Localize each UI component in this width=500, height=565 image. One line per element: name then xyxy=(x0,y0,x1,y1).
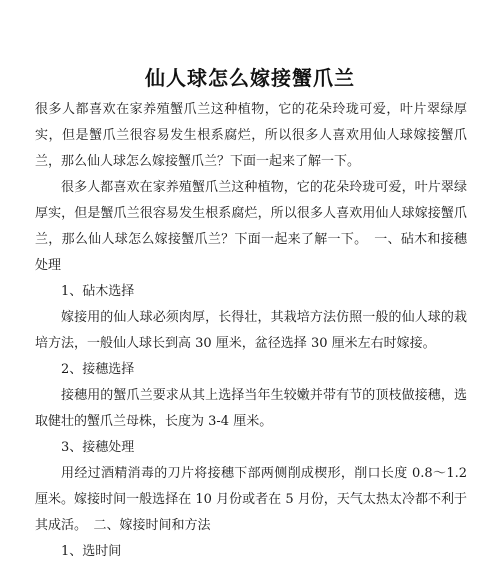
heading-choose-time: 1、选时间 xyxy=(61,544,122,559)
paragraph-scion-selection: 接穗用的蟹爪兰要求从其上选择当年生较嫩并带有节的顶枝做接穗，选取健壮的蟹爪兰母株，长度为 3-4 厘米。 xyxy=(35,388,467,429)
document-body xyxy=(35,97,467,565)
paragraph-scion-treatment: 用经过酒精消毒的刀片将接穗下部两侧削成楔形，削口长度 0.8～1.2 厘米。嫁接时间一般选择在 10 月份或者在 5 月份，天气太热太冷都不利于其成活。 二、嫁接时间和方法 xyxy=(35,466,467,533)
paragraph-intro-1: 很多人都喜欢在家养殖蟹爪兰这种植物，它的花朵玲珑可爱，叶片翠绿厚实，但是蟹爪兰很容易发生根系腐烂，所以很多人喜欢用仙人球嫁接蟹爪兰，那么仙人球怎么嫁接蟹爪兰？下面一起来了解一下。 xyxy=(35,102,467,169)
paragraph-rootstock-selection: 嫁接用的仙人球必须肉厚，长得壮，其栽培方法仿照一般的仙人球的栽培方法，一般仙人球长到高 30 厘米，盆径选择 30 厘米左右时嫁接。 xyxy=(35,310,467,351)
document-title: 仙人球怎么嫁接蟹爪兰 xyxy=(145,66,355,90)
heading-rootstock-selection: 1、砧木选择 xyxy=(61,284,135,299)
heading-scion-treatment: 3、接穗处理 xyxy=(61,440,135,455)
paragraph-intro-2: 很多人都喜欢在家养殖蟹爪兰这种植物，它的花朵玲珑可爱，叶片翠绿厚实，但是蟹爪兰很容易发生根系腐烂，所以很多人喜欢用仙人球嫁接蟹爪兰，那么仙人球怎么嫁接蟹爪兰？下面一起来了解一下。 一、砧木和接穗处理 xyxy=(35,180,467,273)
heading-scion-selection: 2、接穗选择 xyxy=(61,362,135,377)
